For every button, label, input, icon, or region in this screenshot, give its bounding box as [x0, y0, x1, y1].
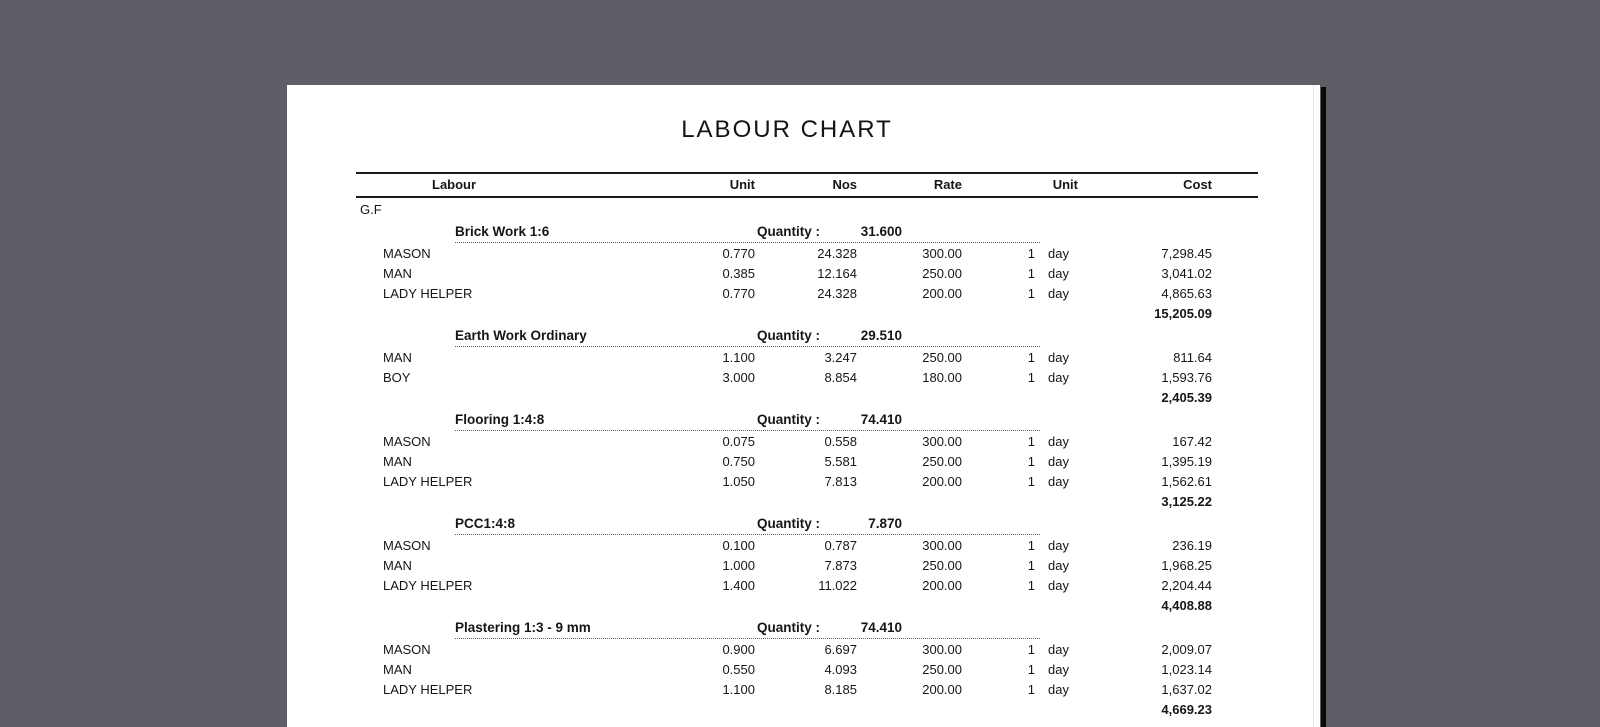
row-spacer: [1212, 432, 1258, 452]
total-spacer: [962, 596, 1035, 616]
total-spacer: [962, 492, 1035, 512]
section-total: 3,125.22: [1161, 494, 1212, 509]
labour-name: MASON: [383, 538, 431, 553]
section-total-row: [356, 596, 1258, 616]
labour-row: [356, 244, 1258, 264]
section-total-row: [356, 700, 1258, 720]
total-spacer: [656, 304, 755, 324]
row-spacer: [1212, 452, 1258, 472]
labour-row: [356, 576, 1258, 596]
unit-count: 1: [1027, 370, 1035, 385]
unit-count: 1: [1027, 434, 1035, 449]
rate-value: 300.00: [922, 538, 962, 553]
section-spacer: [902, 326, 1258, 346]
section-total-row: [356, 492, 1258, 512]
unit-name: day: [1048, 642, 1069, 657]
nos-value: 6.697: [824, 642, 857, 657]
labour-row: [356, 680, 1258, 700]
labour-name: MASON: [383, 246, 431, 261]
section-divider-row: [356, 242, 1258, 244]
col-header-nos: Nos: [832, 177, 857, 192]
labour-name: MASON: [383, 642, 431, 657]
floor-group-row: [356, 200, 1258, 220]
total-spacer: [1212, 700, 1258, 720]
labour-row: [356, 452, 1258, 472]
section-total: 4,669.23: [1161, 702, 1212, 717]
total-spacer: [755, 388, 857, 408]
quantity-value: 7.870: [868, 516, 902, 531]
cost-value: 811.64: [1173, 350, 1212, 365]
section-title: PCC1:4:8: [455, 516, 516, 531]
dotted-line: [455, 534, 1040, 535]
labour-row: [356, 472, 1258, 492]
rate-value: 250.00: [922, 454, 962, 469]
labour-name: BOY: [383, 370, 411, 385]
section-divider-row: [356, 346, 1258, 348]
unit-name: day: [1048, 558, 1069, 573]
total-spacer: [857, 700, 962, 720]
quantity-label: Quantity :: [757, 224, 820, 239]
dotted-line: [455, 638, 1040, 639]
nos-value: 8.854: [824, 370, 857, 385]
section-header-row: [356, 326, 1258, 346]
labour-row: [356, 640, 1258, 660]
row-spacer: [1212, 368, 1258, 388]
report-title: LABOUR CHART: [681, 116, 893, 143]
section-total: 15,205.09: [1154, 306, 1212, 321]
unit-value: 0.900: [722, 642, 755, 657]
row-spacer: [1212, 556, 1258, 576]
section-header-row: [356, 618, 1258, 638]
nos-value: 24.328: [817, 246, 857, 261]
nos-value: 4.093: [824, 662, 857, 677]
total-spacer: [1212, 596, 1258, 616]
unit-count: 1: [1027, 266, 1035, 281]
nos-value: 11.022: [818, 578, 857, 593]
unit-name: day: [1048, 370, 1069, 385]
unit-value: 0.100: [722, 538, 755, 553]
row-spacer: [1212, 640, 1258, 660]
section-spacer: [902, 618, 1258, 638]
table-header-row: [356, 174, 1258, 196]
rate-value: 300.00: [922, 434, 962, 449]
unit-count: 1: [1027, 474, 1035, 489]
section-header-row: [356, 410, 1258, 430]
total-spacer: [356, 492, 656, 512]
total-spacer: [1035, 700, 1086, 720]
cost-value: 4,865.63: [1161, 286, 1212, 301]
quantity-value: 31.600: [860, 224, 902, 239]
rate-value: 250.00: [922, 350, 962, 365]
unit-count: 1: [1027, 246, 1035, 261]
unit-name: day: [1048, 266, 1069, 281]
unit-name: day: [1048, 286, 1069, 301]
unit-value: 0.750: [722, 454, 755, 469]
labour-name: MAN: [383, 266, 412, 281]
col-header-unit-2: Unit: [1052, 177, 1078, 192]
cost-value: 1,637.02: [1161, 682, 1212, 697]
section-title: Plastering 1:3 - 9 mm: [455, 620, 591, 635]
section-divider-row: [356, 638, 1258, 640]
unit-count: 1: [1027, 578, 1035, 593]
total-spacer: [755, 700, 857, 720]
unit-value: 0.770: [722, 246, 755, 261]
labour-row: [356, 348, 1258, 368]
nos-value: 3.247: [824, 350, 857, 365]
unit-count: 1: [1027, 682, 1035, 697]
total-spacer: [857, 304, 962, 324]
labour-name: MAN: [383, 454, 412, 469]
section-divider-row: [356, 430, 1258, 432]
labour-row: [356, 660, 1258, 680]
quantity-label: Quantity :: [757, 412, 820, 427]
section-spacer: [902, 514, 1258, 534]
unit-value: 0.385: [722, 266, 755, 281]
total-spacer: [356, 304, 656, 324]
unit-count: 1: [1027, 642, 1035, 657]
labour-name: LADY HELPER: [383, 474, 473, 489]
unit-value: 1.000: [722, 558, 755, 573]
unit-name: day: [1048, 662, 1069, 677]
total-spacer: [656, 388, 755, 408]
rate-value: 200.00: [922, 578, 962, 593]
total-spacer: [1035, 388, 1086, 408]
header-rule-bottom: [356, 196, 1258, 198]
report-page: [287, 85, 1320, 727]
unit-count: 1: [1027, 538, 1035, 553]
labour-row: [356, 556, 1258, 576]
nos-value: 7.813: [824, 474, 857, 489]
section-title: Earth Work Ordinary: [455, 328, 587, 343]
labour-row: [356, 284, 1258, 304]
labour-name: MAN: [383, 350, 412, 365]
nos-value: 8.185: [824, 682, 857, 697]
total-spacer: [356, 700, 656, 720]
labour-row: [356, 432, 1258, 452]
dotted-line: [455, 242, 1040, 243]
section-header-row: [356, 222, 1258, 242]
total-spacer: [755, 492, 857, 512]
rate-value: 250.00: [922, 558, 962, 573]
total-spacer: [755, 304, 857, 324]
unit-value: 1.100: [722, 682, 755, 697]
unit-value: 0.550: [722, 662, 755, 677]
labour-name: MAN: [383, 558, 412, 573]
unit-name: day: [1048, 578, 1069, 593]
total-spacer: [857, 388, 962, 408]
section-spacer: [902, 410, 1258, 430]
labour-name: LADY HELPER: [383, 286, 473, 301]
unit-name: day: [1048, 350, 1069, 365]
unit-name: day: [1048, 454, 1069, 469]
section-header-row: [356, 514, 1258, 534]
cost-value: 1,562.61: [1161, 474, 1212, 489]
cost-value: 1,968.25: [1161, 558, 1212, 573]
cost-value: 167.42: [1172, 434, 1212, 449]
unit-value: 1.400: [722, 578, 755, 593]
quantity-value: 29.510: [860, 328, 902, 343]
nos-value: 0.787: [824, 538, 857, 553]
total-spacer: [1035, 596, 1086, 616]
total-spacer: [356, 596, 656, 616]
nos-value: 5.581: [824, 454, 857, 469]
total-spacer: [1212, 304, 1258, 324]
dotted-line: [455, 430, 1040, 431]
total-spacer: [1212, 492, 1258, 512]
labour-name: LADY HELPER: [383, 682, 473, 697]
nos-value: 0.558: [824, 434, 857, 449]
cost-value: 7,298.45: [1161, 246, 1212, 261]
cost-value: 2,204.44: [1161, 578, 1212, 593]
section-spacer: [902, 222, 1258, 242]
total-spacer: [656, 492, 755, 512]
unit-count: 1: [1027, 454, 1035, 469]
labour-name: MAN: [383, 662, 412, 677]
rate-value: 250.00: [922, 662, 962, 677]
unit-name: day: [1048, 434, 1069, 449]
rate-value: 250.00: [922, 266, 962, 281]
unit-count: 1: [1027, 558, 1035, 573]
nos-value: 12.164: [817, 266, 857, 281]
total-spacer: [356, 388, 656, 408]
col-header-labour: Labour: [432, 177, 477, 192]
row-spacer: [1212, 680, 1258, 700]
total-spacer: [1212, 388, 1258, 408]
quantity-value: 74.410: [860, 620, 902, 635]
col-header-cost: Cost: [1183, 177, 1212, 192]
rate-value: 200.00: [922, 682, 962, 697]
rate-value: 200.00: [922, 474, 962, 489]
section-total: 4,408.88: [1161, 598, 1212, 613]
quantity-label: Quantity :: [757, 620, 820, 635]
total-spacer: [656, 700, 755, 720]
nos-value: 24.328: [817, 286, 857, 301]
rate-value: 180.00: [922, 370, 962, 385]
section-total-row: [356, 304, 1258, 324]
total-spacer: [962, 388, 1035, 408]
row-spacer: [1212, 348, 1258, 368]
section-total-row: [356, 388, 1258, 408]
floor-group-label: G.F: [360, 202, 382, 217]
labour-row: [356, 368, 1258, 388]
section-title: Brick Work 1:6: [455, 224, 550, 239]
row-spacer: [1212, 472, 1258, 492]
unit-name: day: [1048, 538, 1069, 553]
unit-count: 1: [1027, 662, 1035, 677]
total-spacer: [962, 700, 1035, 720]
dotted-line: [455, 346, 1040, 347]
nos-value: 7.873: [824, 558, 857, 573]
cost-value: 1,395.19: [1161, 454, 1212, 469]
unit-count: 1: [1027, 350, 1035, 365]
section-divider-row: [356, 534, 1258, 536]
cost-value: 236.19: [1172, 538, 1212, 553]
total-spacer: [656, 596, 755, 616]
unit-value: 3.000: [722, 370, 755, 385]
unit-value: 0.075: [722, 434, 755, 449]
labour-name: MASON: [383, 434, 431, 449]
total-spacer: [857, 596, 962, 616]
section-title: Flooring 1:4:8: [455, 412, 545, 427]
col-header-spacer: [1212, 174, 1258, 196]
quantity-label: Quantity :: [757, 516, 820, 531]
unit-value: 1.050: [722, 474, 755, 489]
labour-name: LADY HELPER: [383, 578, 473, 593]
rate-value: 300.00: [922, 642, 962, 657]
unit-value: 1.100: [722, 350, 755, 365]
row-spacer: [1212, 660, 1258, 680]
total-spacer: [1035, 304, 1086, 324]
labour-table: [356, 172, 1258, 720]
total-spacer: [857, 492, 962, 512]
labour-row: [356, 536, 1258, 556]
unit-value: 0.770: [722, 286, 755, 301]
row-spacer: [1212, 264, 1258, 284]
total-spacer: [962, 304, 1035, 324]
cost-value: 1,023.14: [1161, 662, 1212, 677]
section-total: 2,405.39: [1161, 390, 1212, 405]
quantity-label: Quantity :: [757, 328, 820, 343]
cost-value: 3,041.02: [1161, 266, 1212, 281]
report-rows: [356, 222, 1258, 720]
rate-value: 200.00: [922, 286, 962, 301]
cost-value: 2,009.07: [1161, 642, 1212, 657]
rate-value: 300.00: [922, 246, 962, 261]
row-spacer: [1212, 284, 1258, 304]
unit-name: day: [1048, 246, 1069, 261]
row-spacer: [1212, 536, 1258, 556]
page-shadow: [1321, 87, 1326, 727]
row-spacer: [1212, 576, 1258, 596]
col-header-unit: Unit: [729, 177, 755, 192]
row-spacer: [1212, 244, 1258, 264]
page-edge-highlight: [1313, 85, 1314, 727]
labour-row: [356, 264, 1258, 284]
unit-name: day: [1048, 474, 1069, 489]
total-spacer: [755, 596, 857, 616]
quantity-value: 74.410: [860, 412, 902, 427]
col-header-rate: Rate: [933, 177, 962, 192]
unit-count: 1: [1027, 286, 1035, 301]
total-spacer: [1035, 492, 1086, 512]
cost-value: 1,593.76: [1161, 370, 1212, 385]
unit-name: day: [1048, 682, 1069, 697]
